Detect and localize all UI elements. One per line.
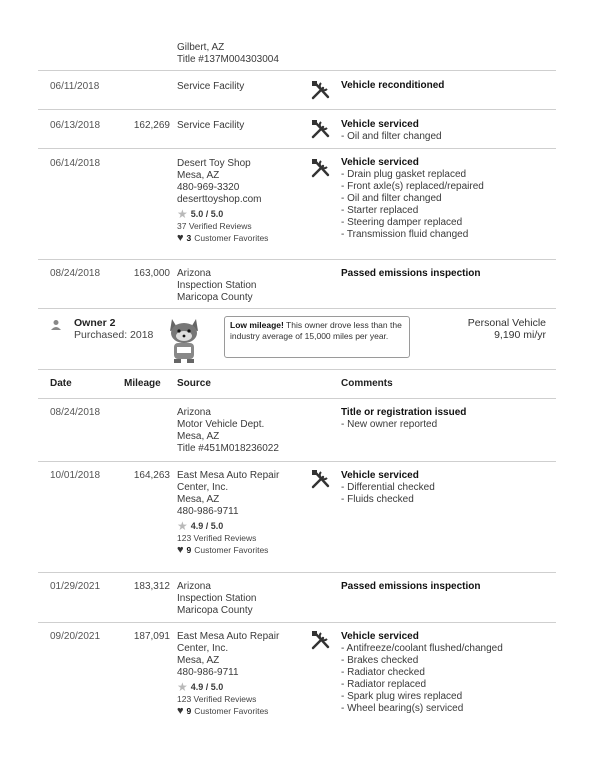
comments-cell xyxy=(341,470,553,506)
comments-cell xyxy=(341,581,553,593)
history-row xyxy=(38,110,556,149)
source-line: Center, Inc. xyxy=(177,482,229,493)
comment-title: Passed emissions inspection xyxy=(341,581,481,592)
service-tools-icon xyxy=(310,118,332,140)
service-tools-icon xyxy=(310,468,332,490)
owner-name: Owner 2 xyxy=(74,317,116,329)
mascot-fox-icon xyxy=(164,315,204,365)
comment-item: - Radiator replaced xyxy=(341,679,427,690)
rating xyxy=(177,681,307,693)
favorites-count: 9 xyxy=(186,706,192,716)
comment-item: - Brakes checked xyxy=(341,655,419,666)
header-date: Date xyxy=(50,378,72,389)
comment-item: - Wheel bearing(s) serviced xyxy=(341,703,464,714)
comment-item: - Starter replaced xyxy=(341,205,419,216)
comment-item: - Oil and filter changed xyxy=(341,131,442,142)
comment-item: - Front axle(s) replaced/repaired xyxy=(341,181,484,192)
source-line: Mesa, AZ xyxy=(177,170,220,181)
date-cell: 01/29/2021 xyxy=(50,581,101,592)
history-row xyxy=(38,462,556,573)
owner-person-icon xyxy=(50,319,62,331)
source-cell: Service Facility xyxy=(177,81,245,92)
comment-item: - Differential checked xyxy=(341,482,435,493)
heart-icon: ♥ xyxy=(177,232,184,244)
comments-cell xyxy=(341,119,553,143)
comment-title: Vehicle reconditioned xyxy=(341,80,445,91)
source-line: Gilbert, AZ xyxy=(177,42,225,53)
rating xyxy=(177,208,307,220)
source-line: Maricopa County xyxy=(177,605,253,616)
comment-title: Vehicle serviced xyxy=(341,119,419,130)
comment-item: - Oil and filter changed xyxy=(341,193,442,204)
source-line: Arizona xyxy=(177,407,211,418)
source-line: Center, Inc. xyxy=(177,643,229,654)
source-line: Desert Toy Shop xyxy=(177,158,251,169)
comment-title: Title or registration issued xyxy=(341,407,467,418)
source-line: 480-969-3320 xyxy=(177,182,240,193)
rating xyxy=(177,520,307,532)
mileage-cell: 164,263 xyxy=(133,470,170,481)
comments-cell xyxy=(341,631,553,715)
comment-item: - Transmission fluid changed xyxy=(341,229,469,240)
history-row xyxy=(38,260,556,309)
source-line: Arizona xyxy=(177,268,211,279)
verified-reviews-link[interactable]: 123 Verified Reviews xyxy=(177,533,257,543)
source-cell xyxy=(177,158,307,244)
mileage-cell: 162,269 xyxy=(133,120,170,131)
comments-cell xyxy=(341,268,553,280)
mileage-cell: 183,312 xyxy=(133,581,170,592)
source-line: East Mesa Auto Repair xyxy=(177,631,280,642)
miles-per-year: 9,190 mi/yr xyxy=(494,329,546,341)
comment-item: - Fluids checked xyxy=(341,494,414,505)
history-row xyxy=(38,71,556,110)
verified-reviews-link[interactable]: 37 Verified Reviews xyxy=(177,221,252,231)
comment-title: Vehicle serviced xyxy=(341,631,419,642)
table-header xyxy=(38,370,556,399)
source-cell xyxy=(177,42,307,66)
source-line: Title #451M018236022 xyxy=(177,443,279,454)
vehicle-type: Personal Vehicle xyxy=(467,317,546,329)
comments-cell xyxy=(341,407,553,431)
comment-item: - Radiator checked xyxy=(341,667,425,678)
source-cell xyxy=(177,268,307,304)
service-tools-icon xyxy=(310,157,332,179)
favorites-label: Customer Favorites xyxy=(194,233,269,243)
history-row xyxy=(38,623,556,731)
date-cell: 06/11/2018 xyxy=(50,81,100,92)
mileage-cell: 163,000 xyxy=(133,268,170,279)
history-row xyxy=(38,573,556,623)
date-cell: 06/14/2018 xyxy=(50,158,101,169)
service-tools-icon xyxy=(310,629,332,651)
comment-item: - Spark plug wires replaced xyxy=(341,691,463,702)
favorites-count: 3 xyxy=(186,233,192,243)
comment-item: - Steering damper replaced xyxy=(341,217,463,228)
customer-favorites xyxy=(177,705,307,717)
comments-cell xyxy=(341,80,553,92)
source-line: Inspection Station xyxy=(177,593,257,604)
heart-icon: ♥ xyxy=(177,705,184,717)
source-line: Title #137M004303004 xyxy=(177,54,279,65)
customer-favorites xyxy=(177,544,307,556)
header-mileage: Mileage xyxy=(124,378,161,389)
date-cell: 06/13/2018 xyxy=(50,120,101,131)
favorites-label: Customer Favorites xyxy=(194,545,269,555)
low-mileage-callout xyxy=(224,316,410,358)
comment-title: Vehicle serviced xyxy=(341,470,419,481)
source-cell xyxy=(177,581,307,617)
comment-item: - Antifreeze/coolant flushed/changed xyxy=(341,643,503,654)
comment-title: Passed emissions inspection xyxy=(341,268,481,279)
date-cell: 08/24/2018 xyxy=(50,268,101,279)
date-cell: 10/01/2018 xyxy=(50,470,101,481)
service-tools-icon xyxy=(310,79,332,101)
star-icon: ★ xyxy=(177,519,188,533)
favorites-count: 9 xyxy=(186,545,192,555)
source-line: East Mesa Auto Repair xyxy=(177,470,280,481)
rating-value: 4.9 / 5.0 xyxy=(190,682,224,692)
header-source: Source xyxy=(177,378,211,389)
rating-value: 5.0 / 5.0 xyxy=(190,209,224,219)
comment-title: Vehicle serviced xyxy=(341,157,419,168)
source-line: Mesa, AZ xyxy=(177,655,220,666)
source-line: Motor Vehicle Dept. xyxy=(177,419,265,430)
date-cell: 09/20/2021 xyxy=(50,631,101,642)
mileage-cell: 187,091 xyxy=(133,631,170,642)
source-cell xyxy=(177,407,307,455)
header-comments: Comments xyxy=(341,378,393,389)
source-link[interactable]: deserttoyshop.com xyxy=(177,194,262,205)
source-cell: Service Facility xyxy=(177,120,245,131)
history-row xyxy=(38,149,556,260)
heart-icon: ♥ xyxy=(177,544,184,556)
owner-purchased: Purchased: 2018 xyxy=(74,329,154,341)
customer-favorites xyxy=(177,232,307,244)
owner-header xyxy=(38,309,556,370)
source-cell xyxy=(177,470,307,556)
source-line: 480-986-9711 xyxy=(177,667,239,678)
callout-text: This owner drove less than the industry average of 15,000 miles per year. xyxy=(230,320,402,341)
star-icon: ★ xyxy=(177,207,188,221)
source-line: Mesa, AZ xyxy=(177,494,220,505)
history-row xyxy=(38,399,556,462)
comments-cell xyxy=(341,157,553,241)
source-line: Arizona xyxy=(177,581,211,592)
source-line: Inspection Station xyxy=(177,280,257,291)
callout-heading: Low mileage! xyxy=(230,320,284,330)
star-icon: ★ xyxy=(177,680,188,694)
source-cell xyxy=(177,631,307,717)
history-row xyxy=(38,38,556,71)
vehicle-history-page xyxy=(38,38,556,731)
verified-reviews-link[interactable]: 123 Verified Reviews xyxy=(177,694,257,704)
comment-item: - New owner reported xyxy=(341,419,438,430)
comment-item: - Drain plug gasket replaced xyxy=(341,169,467,180)
date-cell: 08/24/2018 xyxy=(50,407,101,418)
source-line: Maricopa County xyxy=(177,292,253,303)
source-line: Mesa, AZ xyxy=(177,431,220,442)
rating-value: 4.9 / 5.0 xyxy=(190,521,224,531)
source-line: 480-986-9711 xyxy=(177,506,239,517)
favorites-label: Customer Favorites xyxy=(194,706,269,716)
